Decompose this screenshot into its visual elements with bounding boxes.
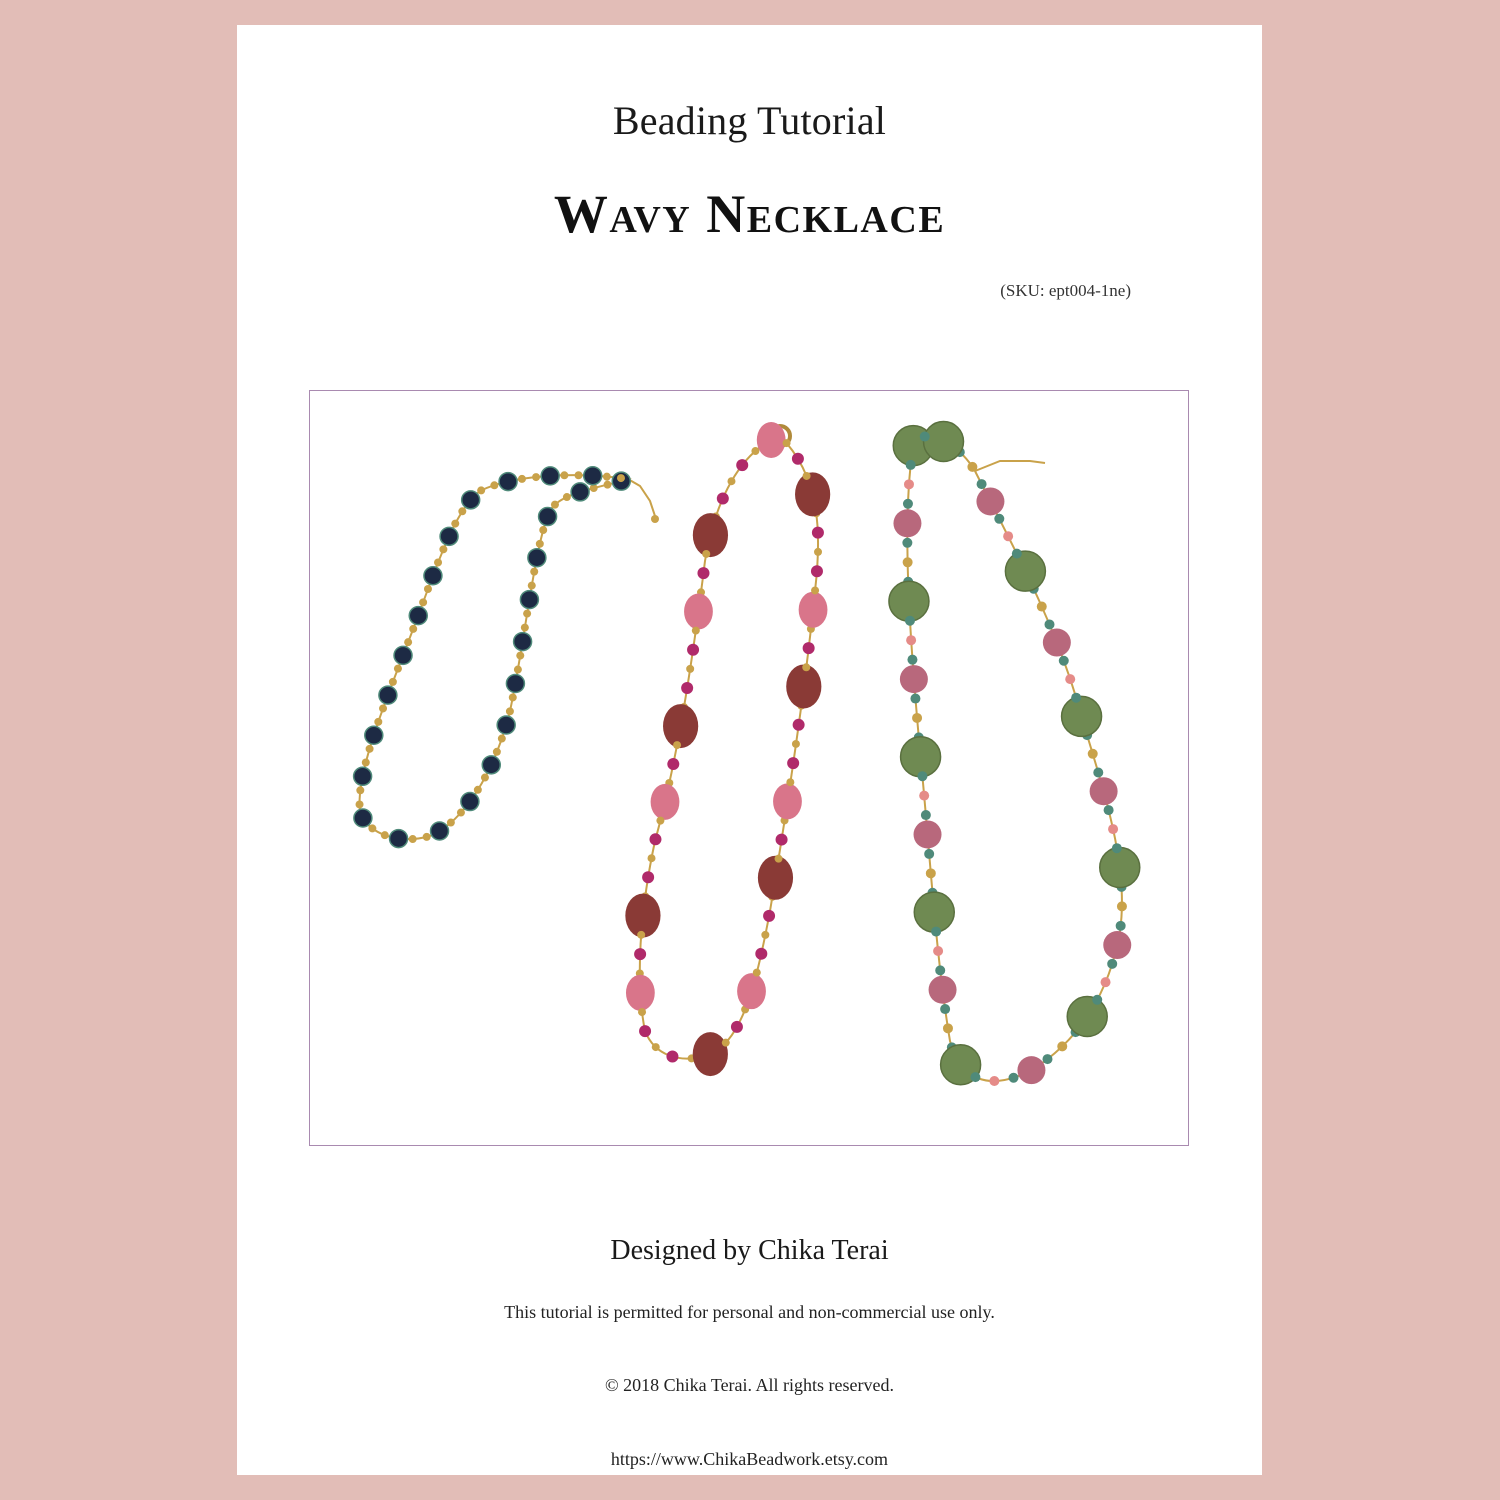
teal-seed-bead	[1104, 805, 1114, 815]
magenta-crystal-bead	[736, 459, 748, 471]
magenta-crystal-bead	[667, 758, 679, 770]
coral-bead	[1108, 824, 1118, 834]
teal-seed-bead	[940, 1004, 950, 1014]
green-jasper-necklace	[889, 422, 1140, 1086]
gold-seed-bead	[516, 652, 524, 660]
rose-oval-bead	[651, 784, 680, 820]
gold-seed-bead	[493, 748, 501, 756]
gold-seed-bead	[409, 835, 417, 843]
navy-crystal-bead	[409, 607, 427, 625]
jasper-oval-bead	[795, 472, 830, 516]
teal-seed-bead	[907, 655, 917, 665]
teal-seed-bead	[1092, 995, 1102, 1005]
rose-oval-bead	[757, 422, 786, 458]
teal-seed-bead	[1059, 656, 1069, 666]
magenta-crystal-bead	[755, 948, 767, 960]
gold-seed-bead	[575, 471, 583, 479]
navy-crystal-bead	[499, 473, 517, 491]
coral-bead	[989, 1076, 999, 1086]
gold-seed-bead	[521, 624, 529, 632]
magenta-crystal-bead	[634, 948, 646, 960]
gold-seed-bead	[783, 439, 791, 447]
gold-seed-bead	[656, 817, 664, 825]
magenta-crystal-bead	[687, 644, 699, 656]
gold-seed-bead	[1088, 749, 1098, 759]
eyebrow-heading: Beading Tutorial	[612, 98, 887, 143]
shop-url: https://www.ChikaBeadwork.etsy.com	[610, 1449, 889, 1469]
gold-seed-bead	[604, 481, 612, 489]
teal-seed-bead	[910, 694, 920, 704]
navy-crystal-bead	[514, 633, 532, 651]
navy-crystal-bead	[571, 483, 589, 501]
coral-bead	[919, 791, 929, 801]
gold-seed-bead	[394, 665, 402, 673]
page-title: Wavy Necklace	[553, 184, 946, 244]
coral-bead	[1101, 977, 1111, 987]
rose-oval-bead	[737, 973, 766, 1009]
navy-crystal-bead	[424, 567, 442, 585]
gold-seed-bead	[447, 819, 455, 827]
gold-seed-bead	[637, 931, 645, 939]
gold-seed-bead	[638, 1008, 646, 1016]
teal-seed-bead	[994, 514, 1004, 524]
teal-seed-bead	[902, 538, 912, 548]
teal-seed-bead	[917, 771, 927, 781]
gold-seed-bead	[551, 501, 559, 509]
gold-seed-bead	[617, 474, 625, 482]
jasper-coin-bead	[901, 737, 941, 777]
gold-seed-bead	[814, 548, 822, 556]
jasper-coin-bead	[914, 892, 954, 932]
tutorial-cover-page	[237, 25, 1262, 1475]
navy-crystal-bead	[528, 549, 546, 567]
jasper-coin-bead	[1005, 551, 1045, 591]
rose-oval-bead	[684, 593, 713, 629]
jasper-coin-bead	[1062, 696, 1102, 736]
rhodonite-bead	[976, 487, 1004, 515]
gold-seed-bead	[409, 625, 417, 633]
coral-bead	[1065, 674, 1075, 684]
gold-seed-bead	[419, 598, 427, 606]
navy-crystal-bead	[390, 830, 408, 848]
rhodonite-bead	[900, 665, 928, 693]
navy-crystal-necklace	[354, 467, 659, 848]
gold-seed-bead	[381, 831, 389, 839]
pink-strand	[640, 436, 818, 1059]
navy-crystal-bead	[497, 716, 515, 734]
gold-seed-bead	[474, 786, 482, 794]
jasper-coin-bead	[1100, 847, 1140, 887]
gold-seed-bead	[775, 855, 783, 863]
coral-bead	[1003, 531, 1013, 541]
rhodonite-bead	[893, 509, 921, 537]
magenta-crystal-bead	[639, 1025, 651, 1037]
teal-seed-bead	[1116, 921, 1126, 931]
teal-seed-bead	[924, 849, 934, 859]
rhodonite-bead	[1017, 1056, 1045, 1084]
magenta-crystal-bead	[697, 567, 709, 579]
navy-clasp	[651, 515, 659, 523]
coral-bead	[904, 479, 914, 489]
sku-label: (SKU: ept004-1ne)	[1000, 281, 1131, 300]
magenta-crystal-bead	[717, 493, 729, 505]
navy-crystal-bead	[394, 646, 412, 664]
jasper-oval-bead	[625, 894, 660, 938]
gold-seed-bead	[368, 824, 376, 832]
jasper-oval-bead	[758, 856, 793, 900]
gold-seed-bead	[477, 486, 485, 494]
rose-oval-bead	[773, 783, 802, 819]
navy-crystal-bead	[431, 822, 449, 840]
gold-seed-bead	[374, 718, 382, 726]
gold-seed-bead	[967, 462, 977, 472]
gold-seed-bead	[811, 586, 819, 594]
gold-seed-bead	[439, 545, 447, 553]
gold-seed-bead	[686, 665, 694, 673]
gold-seed-bead	[753, 969, 761, 977]
magenta-crystal-bead	[642, 871, 654, 883]
navy-crystal-bead	[354, 809, 372, 827]
rhodonite-bead	[1043, 629, 1071, 657]
gold-seed-bead	[1117, 901, 1127, 911]
teal-seed-bead	[970, 1072, 980, 1082]
gold-seed-bead	[362, 758, 370, 766]
gold-seed-bead	[761, 931, 769, 939]
navy-crystal-bead	[520, 591, 538, 609]
navy-crystal-bead	[506, 675, 524, 693]
gold-seed-bead	[423, 833, 431, 841]
gold-seed-bead	[536, 540, 544, 548]
gold-seed-bead	[560, 471, 568, 479]
rhodonite-bead	[1090, 777, 1118, 805]
gold-seed-bead	[498, 735, 506, 743]
gold-seed-bead	[514, 666, 522, 674]
gold-seed-bead	[458, 507, 466, 515]
gold-seed-bead	[926, 868, 936, 878]
gold-seed-bead	[366, 745, 374, 753]
magenta-crystal-bead	[803, 642, 815, 654]
gold-seed-bead	[389, 678, 397, 686]
gold-seed-bead	[481, 774, 489, 782]
gold-seed-bead	[673, 741, 681, 749]
gold-seed-bead	[518, 475, 526, 483]
teal-seed-bead	[1093, 767, 1103, 777]
rose-oval-bead	[799, 592, 828, 628]
jasper-oval-bead	[786, 664, 821, 708]
magenta-crystal-bead	[649, 833, 661, 845]
gold-seed-bead	[943, 1023, 953, 1033]
gold-seed-bead	[356, 800, 364, 808]
teal-seed-bead	[1009, 1073, 1019, 1083]
gold-seed-bead	[722, 1039, 730, 1047]
coral-bead	[906, 635, 916, 645]
gold-seed-bead	[727, 477, 735, 485]
gold-seed-bead	[457, 809, 465, 817]
teal-seed-bead	[920, 432, 930, 442]
teal-seed-bead	[921, 810, 931, 820]
magenta-crystal-bead	[812, 527, 824, 539]
gold-seed-bead	[792, 740, 800, 748]
gold-seed-bead	[603, 473, 611, 481]
gold-seed-bead	[903, 557, 913, 567]
gold-seed-bead	[523, 610, 531, 618]
teal-seed-bead	[935, 965, 945, 975]
teal-seed-bead	[1071, 693, 1081, 703]
navy-crystal-bead	[539, 508, 557, 526]
navy-crystal-bead	[462, 491, 480, 509]
gold-seed-bead	[1037, 602, 1047, 612]
teal-seed-bead	[906, 460, 916, 470]
teal-seed-bead	[1112, 843, 1122, 853]
usage-notice: This tutorial is permitted for personal and non-commercial use only.	[504, 1302, 995, 1322]
navy-crystal-bead	[482, 756, 500, 774]
magenta-crystal-bead	[787, 757, 799, 769]
necklace-photo	[309, 390, 1189, 1146]
gold-seed-bead	[563, 493, 571, 501]
gold-seed-bead	[530, 568, 538, 576]
rose-oval-bead	[626, 975, 655, 1011]
navy-crystal-bead	[541, 467, 559, 485]
coral-bead	[933, 946, 943, 956]
jasper-oval-bead	[693, 513, 728, 557]
gold-seed-bead	[786, 778, 794, 786]
magenta-crystal-bead	[731, 1021, 743, 1033]
navy-crystal-bead	[440, 527, 458, 545]
navy-crystal-bead	[584, 467, 602, 485]
teal-seed-bead	[1107, 959, 1117, 969]
gold-seed-bead	[802, 663, 810, 671]
teal-seed-bead	[977, 479, 987, 489]
teal-seed-bead	[1042, 1054, 1052, 1064]
rhodonite-bead	[914, 820, 942, 848]
navy-clasp-chain	[628, 479, 655, 516]
navy-crystal-bead	[379, 686, 397, 704]
rhodonite-bead	[929, 976, 957, 1004]
magenta-crystal-bead	[666, 1051, 678, 1063]
gold-seed-bead	[356, 786, 364, 794]
magenta-crystal-bead	[793, 719, 805, 731]
magenta-crystal-bead	[763, 910, 775, 922]
magenta-crystal-bead	[681, 682, 693, 694]
teal-seed-bead	[1044, 619, 1054, 629]
copyright-line: © 2018 Chika Terai. All rights reserved.	[604, 1375, 895, 1395]
navy-crystal-bead	[461, 793, 479, 811]
gold-seed-bead	[692, 627, 700, 635]
gold-seed-bead	[1057, 1041, 1067, 1051]
gold-seed-bead	[532, 473, 540, 481]
magenta-crystal-bead	[792, 453, 804, 465]
designer-credit: Designed by Chika Terai	[610, 1235, 889, 1266]
navy-crystal-bead	[354, 767, 372, 785]
gold-seed-bead	[404, 638, 412, 646]
teal-seed-bead	[1012, 549, 1022, 559]
jasper-coin-bead	[924, 422, 964, 462]
gold-seed-bead	[509, 693, 517, 701]
gold-seed-bead	[702, 550, 710, 558]
jasper-oval-bead	[693, 1032, 728, 1076]
jasper-oval-bead	[663, 704, 698, 748]
gold-seed-bead	[648, 854, 656, 862]
magenta-crystal-bead	[776, 834, 788, 846]
gold-seed-bead	[490, 481, 498, 489]
jasper-coin-bead	[889, 581, 929, 621]
gold-seed-bead	[434, 558, 442, 566]
teal-seed-bead	[905, 616, 915, 626]
gold-seed-bead	[803, 472, 811, 480]
gold-seed-bead	[424, 585, 432, 593]
teal-seed-bead	[931, 927, 941, 937]
gold-seed-bead	[539, 526, 547, 534]
rhodonite-bead	[1103, 931, 1131, 959]
gold-seed-bead	[652, 1043, 660, 1051]
navy-crystal-bead	[365, 726, 383, 744]
green-clasp-chain	[975, 461, 1045, 471]
gold-seed-bead	[528, 582, 536, 590]
gold-seed-bead	[751, 447, 759, 455]
gold-seed-bead	[506, 707, 514, 715]
gold-seed-bead	[379, 704, 387, 712]
necklace-illustration	[310, 391, 1188, 1145]
teal-seed-bead	[903, 499, 913, 509]
gold-seed-bead	[912, 713, 922, 723]
magenta-crystal-bead	[811, 565, 823, 577]
gold-seed-bead	[451, 520, 459, 528]
